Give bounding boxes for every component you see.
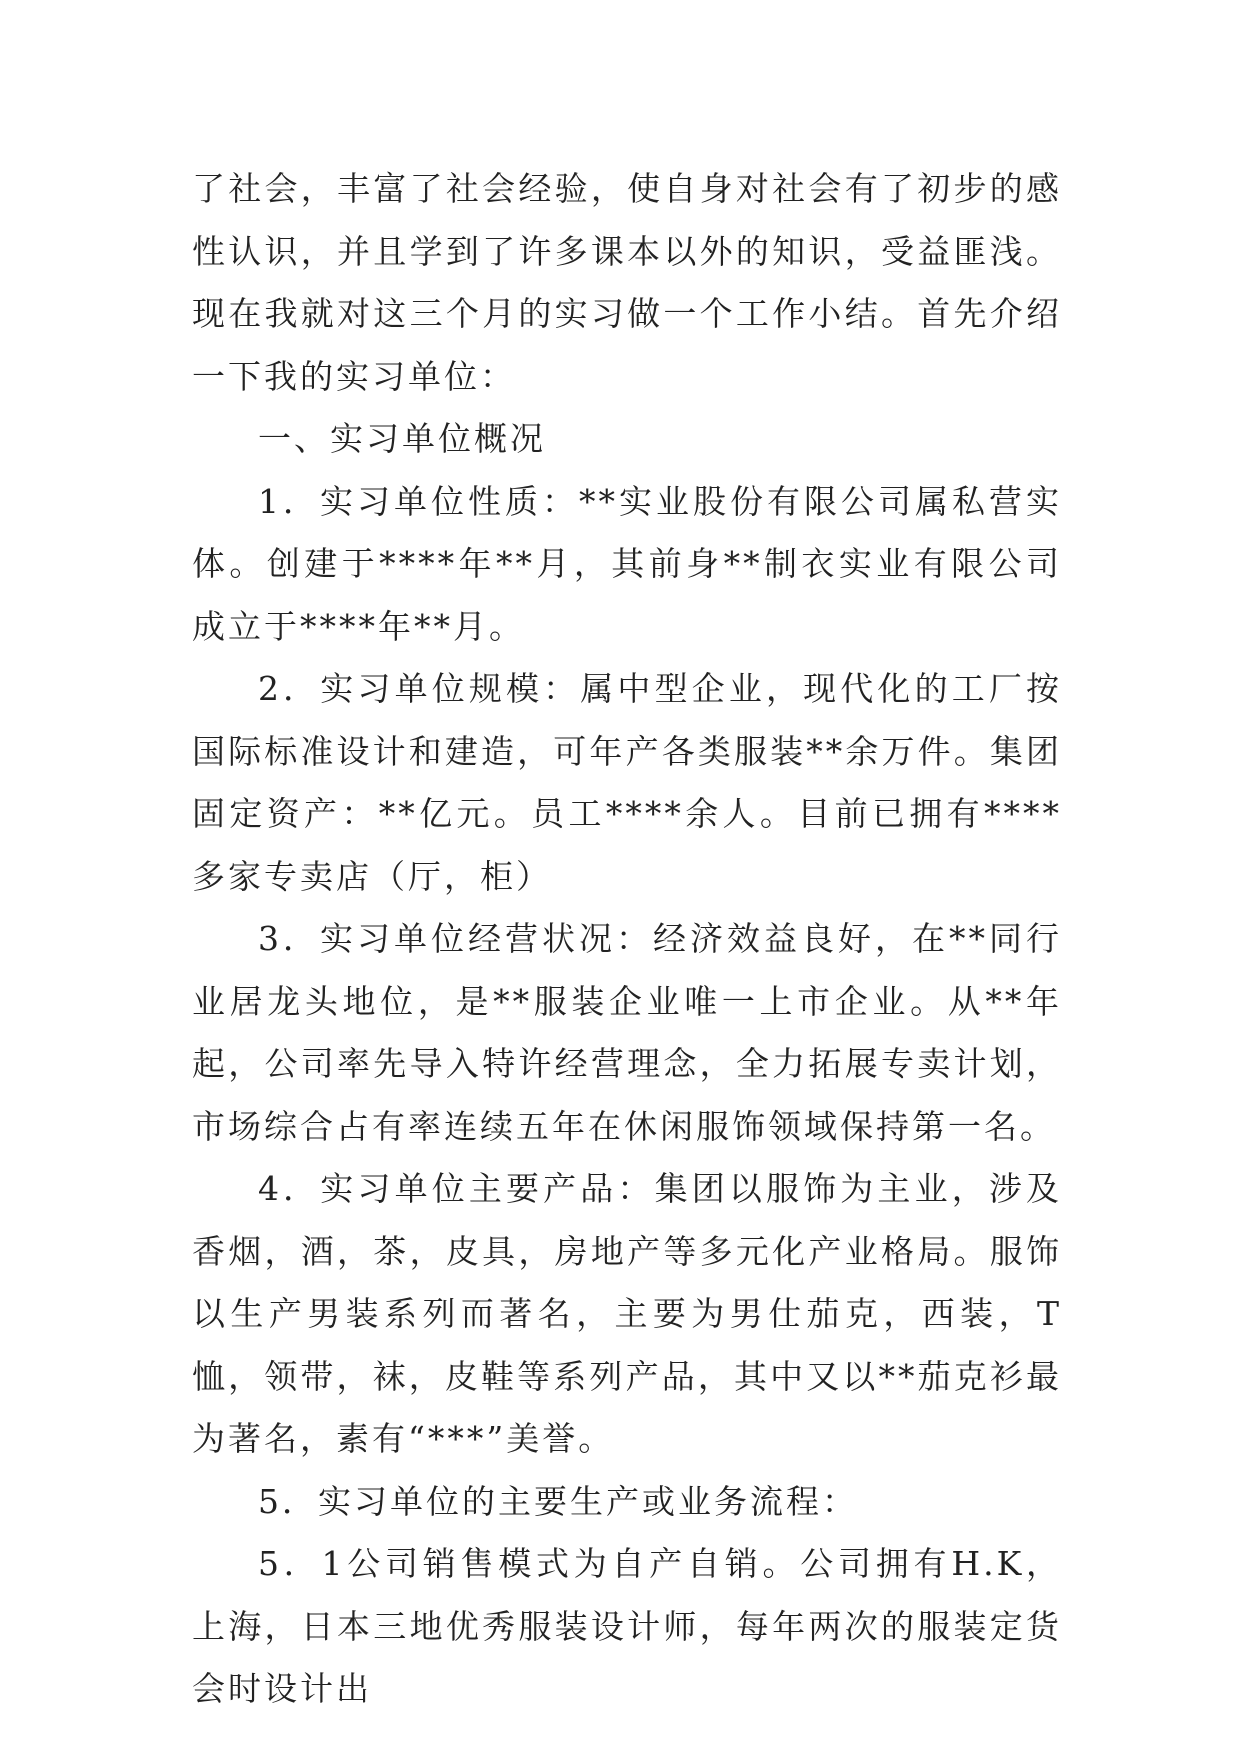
paragraph-scale: 2．实习单位规模：属中型企业，现代化的工厂按国际标准设计和建造，可年产各类服装**余万件。集团固定资产：**亿元。员工****余人。目前已拥有****多家专卖店（厅，柜）: [192, 669, 1062, 896]
document-body: [192, 158, 1062, 1721]
paragraph-process-heading: 5．实习单位的主要生产或业务流程：: [258, 1481, 858, 1521]
paragraph-nature: 1．实习单位性质：**实业股份有限公司属私营实体。创建于****年**月，其前身**制衣实业有限公司成立于****年**月。: [192, 481, 1062, 646]
paragraph-products: 4．实习单位主要产品：集团以服饰为主业，涉及香烟，酒，茶，皮具，房地产等多元化产业格局。服饰以生产男装系列而著名，主要为男仕茄克，西装，T恤，领带，袜，皮鞋等系列产品，其中又以**茄克衫最为著名，素有“***”美誉。: [192, 1169, 1062, 1458]
section-heading-overview: 一、实习单位概况: [258, 419, 546, 458]
paragraph-sales-model: 5．1公司销售模式为自产自销。公司拥有H.K，上海，日本三地优秀服装设计师，每年两次的服装定货会时设计出: [192, 1544, 1062, 1708]
paragraph-intro-continuation: 了社会，丰富了社会经验，使自身对社会有了初步的感性认识，并且学到了许多课本以外的知识，受益匪浅。现在我就对这三个月的实习做一个工作小结。首先介绍一下我的实习单位：: [192, 169, 1062, 396]
paragraph-operations: 3．实习单位经营状况：经济效益良好，在**同行业居龙头地位，是**服装企业唯一上市企业。从**年起，公司率先导入特许经营理念，全力拓展专卖计划，市场综合占有率连续五年在休闲服饰领域保持第一名。: [192, 919, 1062, 1146]
